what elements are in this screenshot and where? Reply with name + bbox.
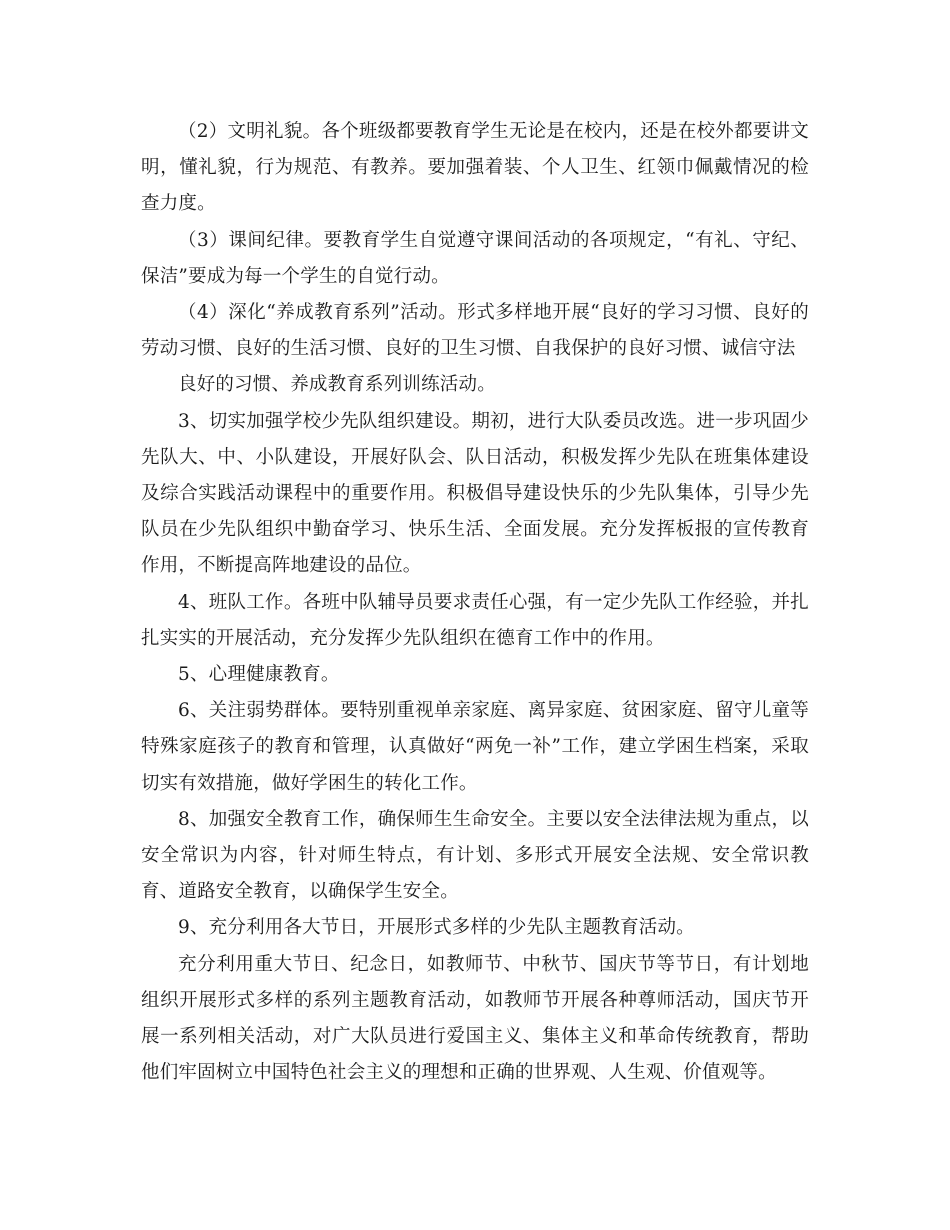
paragraph-festival-details: 充分利用重大节日、纪念日，如教师节、中秋节、国庆节等节日，有计划地组织开展形式多样的系列主题教育活动，如教师节开展各种尊师活动，国庆节开展一系列相关活动，对广大队员进行爱国主义、集体主义和革命传统教育，帮助他们牢固树立中国特色社会主义的理想和正确的世界观、人生观、价值观等。 (141, 953, 809, 1084)
paragraph-etiquette: （2）文明礼貌。各个班级都要教育学生无论是在校内，还是在校外都要讲文明，懂礼貌，行为规范、有教养。要加强着装、个人卫生、红领巾佩戴情况的检查力度。 (141, 121, 809, 215)
paragraph-pioneer-organization: 3、切实加强学校少先队组织建设。期初，进行大队委员改选。进一步巩固少先队大、中、小队建设，开展好队会、队日活动，积极发挥少先队在班集体建设及综合实践活动课程中的重要作用。积极倡导建设快乐的少先队集体，引导少先队员在少先队组织中勤奋学习、快乐生活、全面发展。充分发挥板报的宣传教育作用，不断提高阵地建设的品位。 (141, 410, 809, 577)
paragraph-class-team-work: 4、班队工作。各班中队辅导员要求责任心强，有一定少先队工作经验，并扎扎实实的开展活动，充分发挥少先队组织在德育工作中的作用。 (141, 591, 809, 649)
paragraph-vulnerable-groups: 6、关注弱势群体。要特别重视单亲家庭、离异家庭、贫困家庭、留守儿童等特殊家庭孩子的教育和管理，认真做好“两免一补”工作，建立学困生档案，采取切实有效措施，做好学困生的转化工作。 (141, 700, 809, 794)
paragraph-recess-discipline: （3）课间纪律。要教育学生自觉遵守课间活动的各项规定，“有礼、守纪、保洁”要成为每一个学生的自觉行动。 (141, 229, 809, 287)
paragraph-habit-education: （4）深化“养成教育系列”活动。形式多样地开展“良好的学习习惯、良好的劳动习惯、良好的生活习惯、良好的卫生习惯、自我保护的良好习惯、诚信守法 (141, 302, 809, 360)
paragraph-habit-training: 良好的习惯、养成教育系列训练活动。 (178, 374, 496, 396)
paragraph-mental-health: 5、心理健康教育。 (178, 664, 340, 686)
paragraph-festival-activities: 9、充分利用各大节日，开展形式多样的少先队主题教育活动。 (178, 917, 695, 939)
paragraph-safety-education: 8、加强安全教育工作，确保师生生命安全。主要以安全法律法规为重点，以安全常识为内容，针对师生特点，有计划、多形式开展安全法规、安全常识教育、道路安全教育，以确保学生安全。 (141, 808, 809, 903)
document-body (141, 114, 809, 1091)
